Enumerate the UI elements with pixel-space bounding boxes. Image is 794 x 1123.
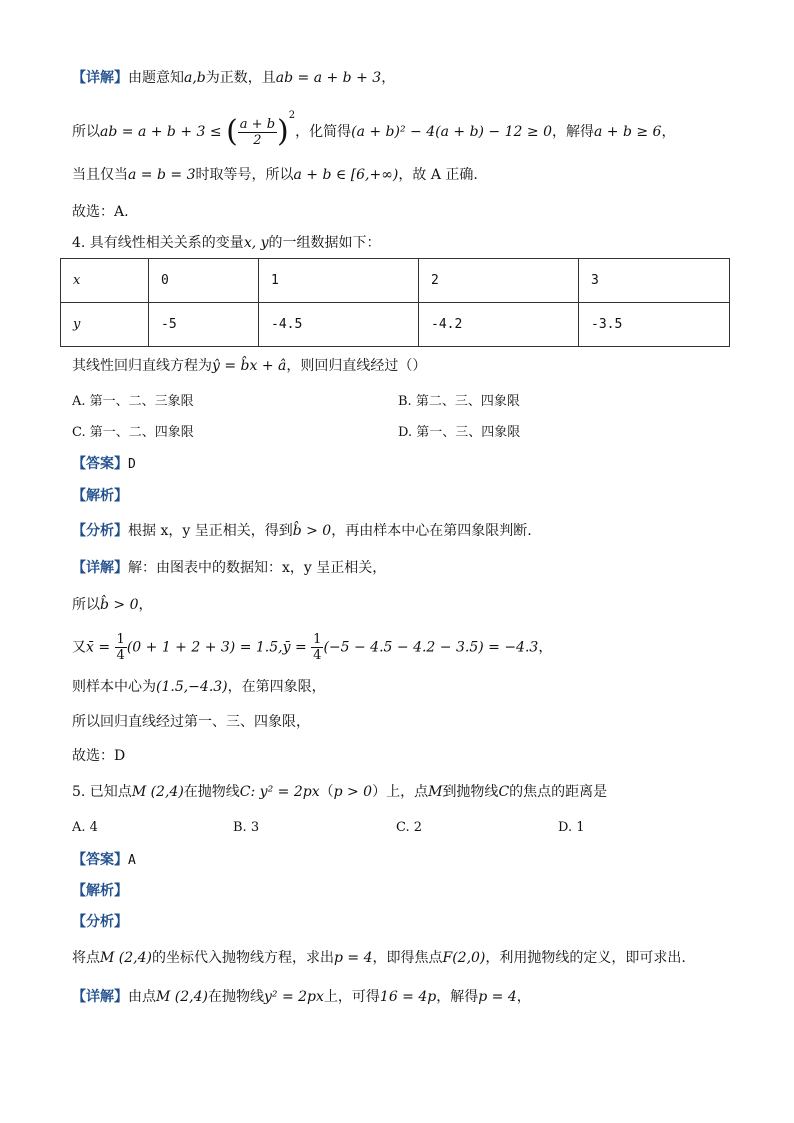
- answer-line: [72, 454, 136, 475]
- math: C: [498, 784, 510, 800]
- math: M (2,4): [100, 950, 152, 966]
- text: 由点: [128, 989, 156, 1005]
- math: p > 0: [333, 784, 373, 800]
- text: 5. 已知点: [72, 784, 132, 800]
- option-d: D. 1: [558, 820, 585, 835]
- math: x̄ =: [86, 639, 111, 656]
- math: ab = a + b + 3 ≤: [100, 124, 222, 140]
- detail-tag: 【详解】: [72, 989, 128, 1005]
- method-tag: 【分析】: [72, 914, 128, 930]
- math: M: [428, 784, 443, 800]
- text: ，: [381, 70, 396, 86]
- math: (a + b)² − 4(a + b) − 12 ≥ 0: [351, 124, 552, 140]
- option-b: B. 第二、三、四象限: [398, 394, 520, 409]
- text: ，: [661, 124, 676, 140]
- text: 又: [72, 639, 86, 656]
- text: 其线性回归直线方程为: [72, 358, 212, 374]
- math: p = 4: [333, 950, 373, 966]
- analysis-tag: 【解析】: [72, 488, 128, 504]
- math: a + b ∈ [6,+∞): [293, 167, 399, 183]
- option-a: A. 4: [72, 820, 98, 835]
- method-line: [72, 521, 532, 541]
- text: 4. 具有线性相关关系的变量: [72, 235, 244, 251]
- text: 将点: [72, 950, 100, 966]
- question-4-stem: [72, 233, 381, 253]
- math: M (2,4): [156, 989, 208, 1005]
- table-cell: -4.5: [259, 303, 419, 347]
- question-4-equation-line: [72, 356, 426, 376]
- frac-num: a + b: [239, 116, 276, 132]
- table-row: [61, 259, 730, 303]
- math: 16 = 4p: [379, 989, 437, 1005]
- math: (0 + 1 + 2 + 3) = 1.5,: [126, 639, 283, 656]
- text: 上，可得: [323, 989, 380, 1005]
- frac-num: 1: [313, 632, 322, 647]
- text: ，: [138, 597, 153, 613]
- math: (1.5,−4.3): [156, 679, 228, 695]
- detail-line: [72, 558, 386, 578]
- answer-line: [72, 850, 136, 871]
- math: a = b = 3: [128, 167, 196, 183]
- text: 的一组数据如下：: [268, 235, 381, 251]
- choose-line: [72, 746, 125, 766]
- text: 故选：A.: [72, 204, 129, 220]
- frac-num: 1: [116, 632, 125, 647]
- text: 在抛物线: [207, 989, 264, 1005]
- frac-den: 2: [253, 132, 262, 148]
- math: p = 4: [478, 989, 517, 1005]
- paren-left: (: [226, 114, 238, 149]
- text: 的坐标代入抛物线方程，求出: [151, 950, 334, 966]
- math: y² = 2px: [263, 989, 324, 1005]
- answer-tag: 【答案】: [72, 456, 128, 472]
- text: （: [319, 784, 334, 800]
- analysis-line: [72, 881, 128, 901]
- math: F(2,0): [442, 950, 486, 966]
- table-row: [61, 303, 730, 347]
- table-cell: 0: [149, 259, 259, 303]
- math: M (2,4): [131, 784, 184, 800]
- text: 则样本中心为: [72, 679, 156, 695]
- text: 当且仅当: [72, 167, 128, 183]
- method-tag: 【分析】: [72, 523, 128, 539]
- text: 由题意知: [128, 70, 184, 86]
- detail-line-4: [72, 202, 129, 222]
- text: ，: [516, 989, 531, 1005]
- conclude-line: [72, 712, 310, 732]
- text: ，利用抛物线的定义，即可求出.: [485, 950, 686, 966]
- text: ，再由样本中心在第四象限判断.: [331, 523, 532, 539]
- center-line: [72, 677, 326, 697]
- superscript: 2: [288, 110, 296, 121]
- text: ，解得: [436, 989, 479, 1005]
- text: 所以: [72, 124, 100, 140]
- detail-line-3: [72, 165, 478, 185]
- answer-value: D: [128, 457, 136, 472]
- text: ，解得: [551, 124, 594, 140]
- table-cell: 2: [419, 259, 579, 303]
- text: 所以: [72, 597, 100, 613]
- math: b̂ > 0: [100, 597, 139, 613]
- fraction: [238, 117, 277, 148]
- text: 的焦点的距离是: [509, 784, 608, 800]
- table-cell: -3.5: [579, 303, 730, 347]
- option-d: D. 第一、三、四象限: [398, 425, 521, 440]
- math: x, y: [243, 235, 269, 251]
- table-cell: y: [61, 303, 149, 347]
- math: C: y² = 2px: [239, 784, 320, 800]
- text: 解：由图表中的数据知：x，y 呈正相关，: [128, 560, 387, 576]
- table-cell: -4.2: [419, 303, 579, 347]
- text: 时取等号，所以: [195, 167, 294, 183]
- text: ，在第四象限，: [227, 679, 326, 695]
- option-b: B. 3: [233, 820, 260, 835]
- answer-value: A: [128, 853, 136, 868]
- detail-line-1: [72, 68, 395, 88]
- answer-tag: 【答案】: [72, 852, 128, 868]
- detail-tag: 【详解】: [72, 70, 128, 86]
- detail-line-2: [72, 106, 675, 148]
- math: ŷ = b̂x + â: [212, 358, 287, 374]
- math: ȳ =: [282, 639, 307, 656]
- text: ，: [538, 639, 553, 656]
- method-detail-line: [72, 948, 686, 968]
- option-c: C. 2: [396, 820, 423, 835]
- text: 所以回归直线经过第一、三、四象限，: [72, 714, 310, 730]
- math: (−5 − 4.5 − 4.2 − 3.5) = −4.3: [323, 639, 539, 656]
- text: 故选：D: [72, 748, 126, 764]
- text: ）上，点: [372, 784, 429, 800]
- so-line: [72, 595, 153, 615]
- text: 为正数，且: [205, 70, 276, 86]
- math: b̂ > 0: [292, 523, 332, 539]
- data-table: [60, 258, 730, 347]
- method-line: [72, 912, 128, 932]
- frac-den: 4: [313, 648, 322, 663]
- option-a: A. 第一、二、三象限: [72, 394, 194, 409]
- text: ，即得焦点: [372, 950, 443, 966]
- question-5-stem: [72, 782, 607, 802]
- text: ，则回归直线经过（）: [286, 358, 427, 374]
- text: 到抛物线: [442, 784, 499, 800]
- text: ，化简得: [295, 124, 352, 140]
- table-cell: 1: [259, 259, 419, 303]
- mean-line: [72, 632, 552, 663]
- paren-right: ): [277, 114, 289, 149]
- math: a,b: [184, 70, 206, 86]
- fraction: [311, 632, 323, 663]
- text: 在抛物线: [183, 784, 240, 800]
- detail-line: [72, 987, 531, 1007]
- table-cell: -5: [149, 303, 259, 347]
- analysis-line: [72, 486, 128, 506]
- table-cell: x: [61, 259, 149, 303]
- math: ab = a + b + 3: [275, 70, 382, 86]
- fraction: [115, 632, 127, 663]
- option-c: C. 第一、二、四象限: [72, 425, 194, 440]
- text: ，故 A 正确.: [398, 167, 478, 183]
- table-cell: 3: [579, 259, 730, 303]
- math: a + b ≥ 6: [593, 124, 662, 140]
- frac-den: 4: [116, 648, 125, 663]
- analysis-tag: 【解析】: [72, 883, 128, 899]
- detail-tag: 【详解】: [72, 560, 128, 576]
- text: 根据 x，y 呈正相关，得到: [128, 523, 293, 539]
